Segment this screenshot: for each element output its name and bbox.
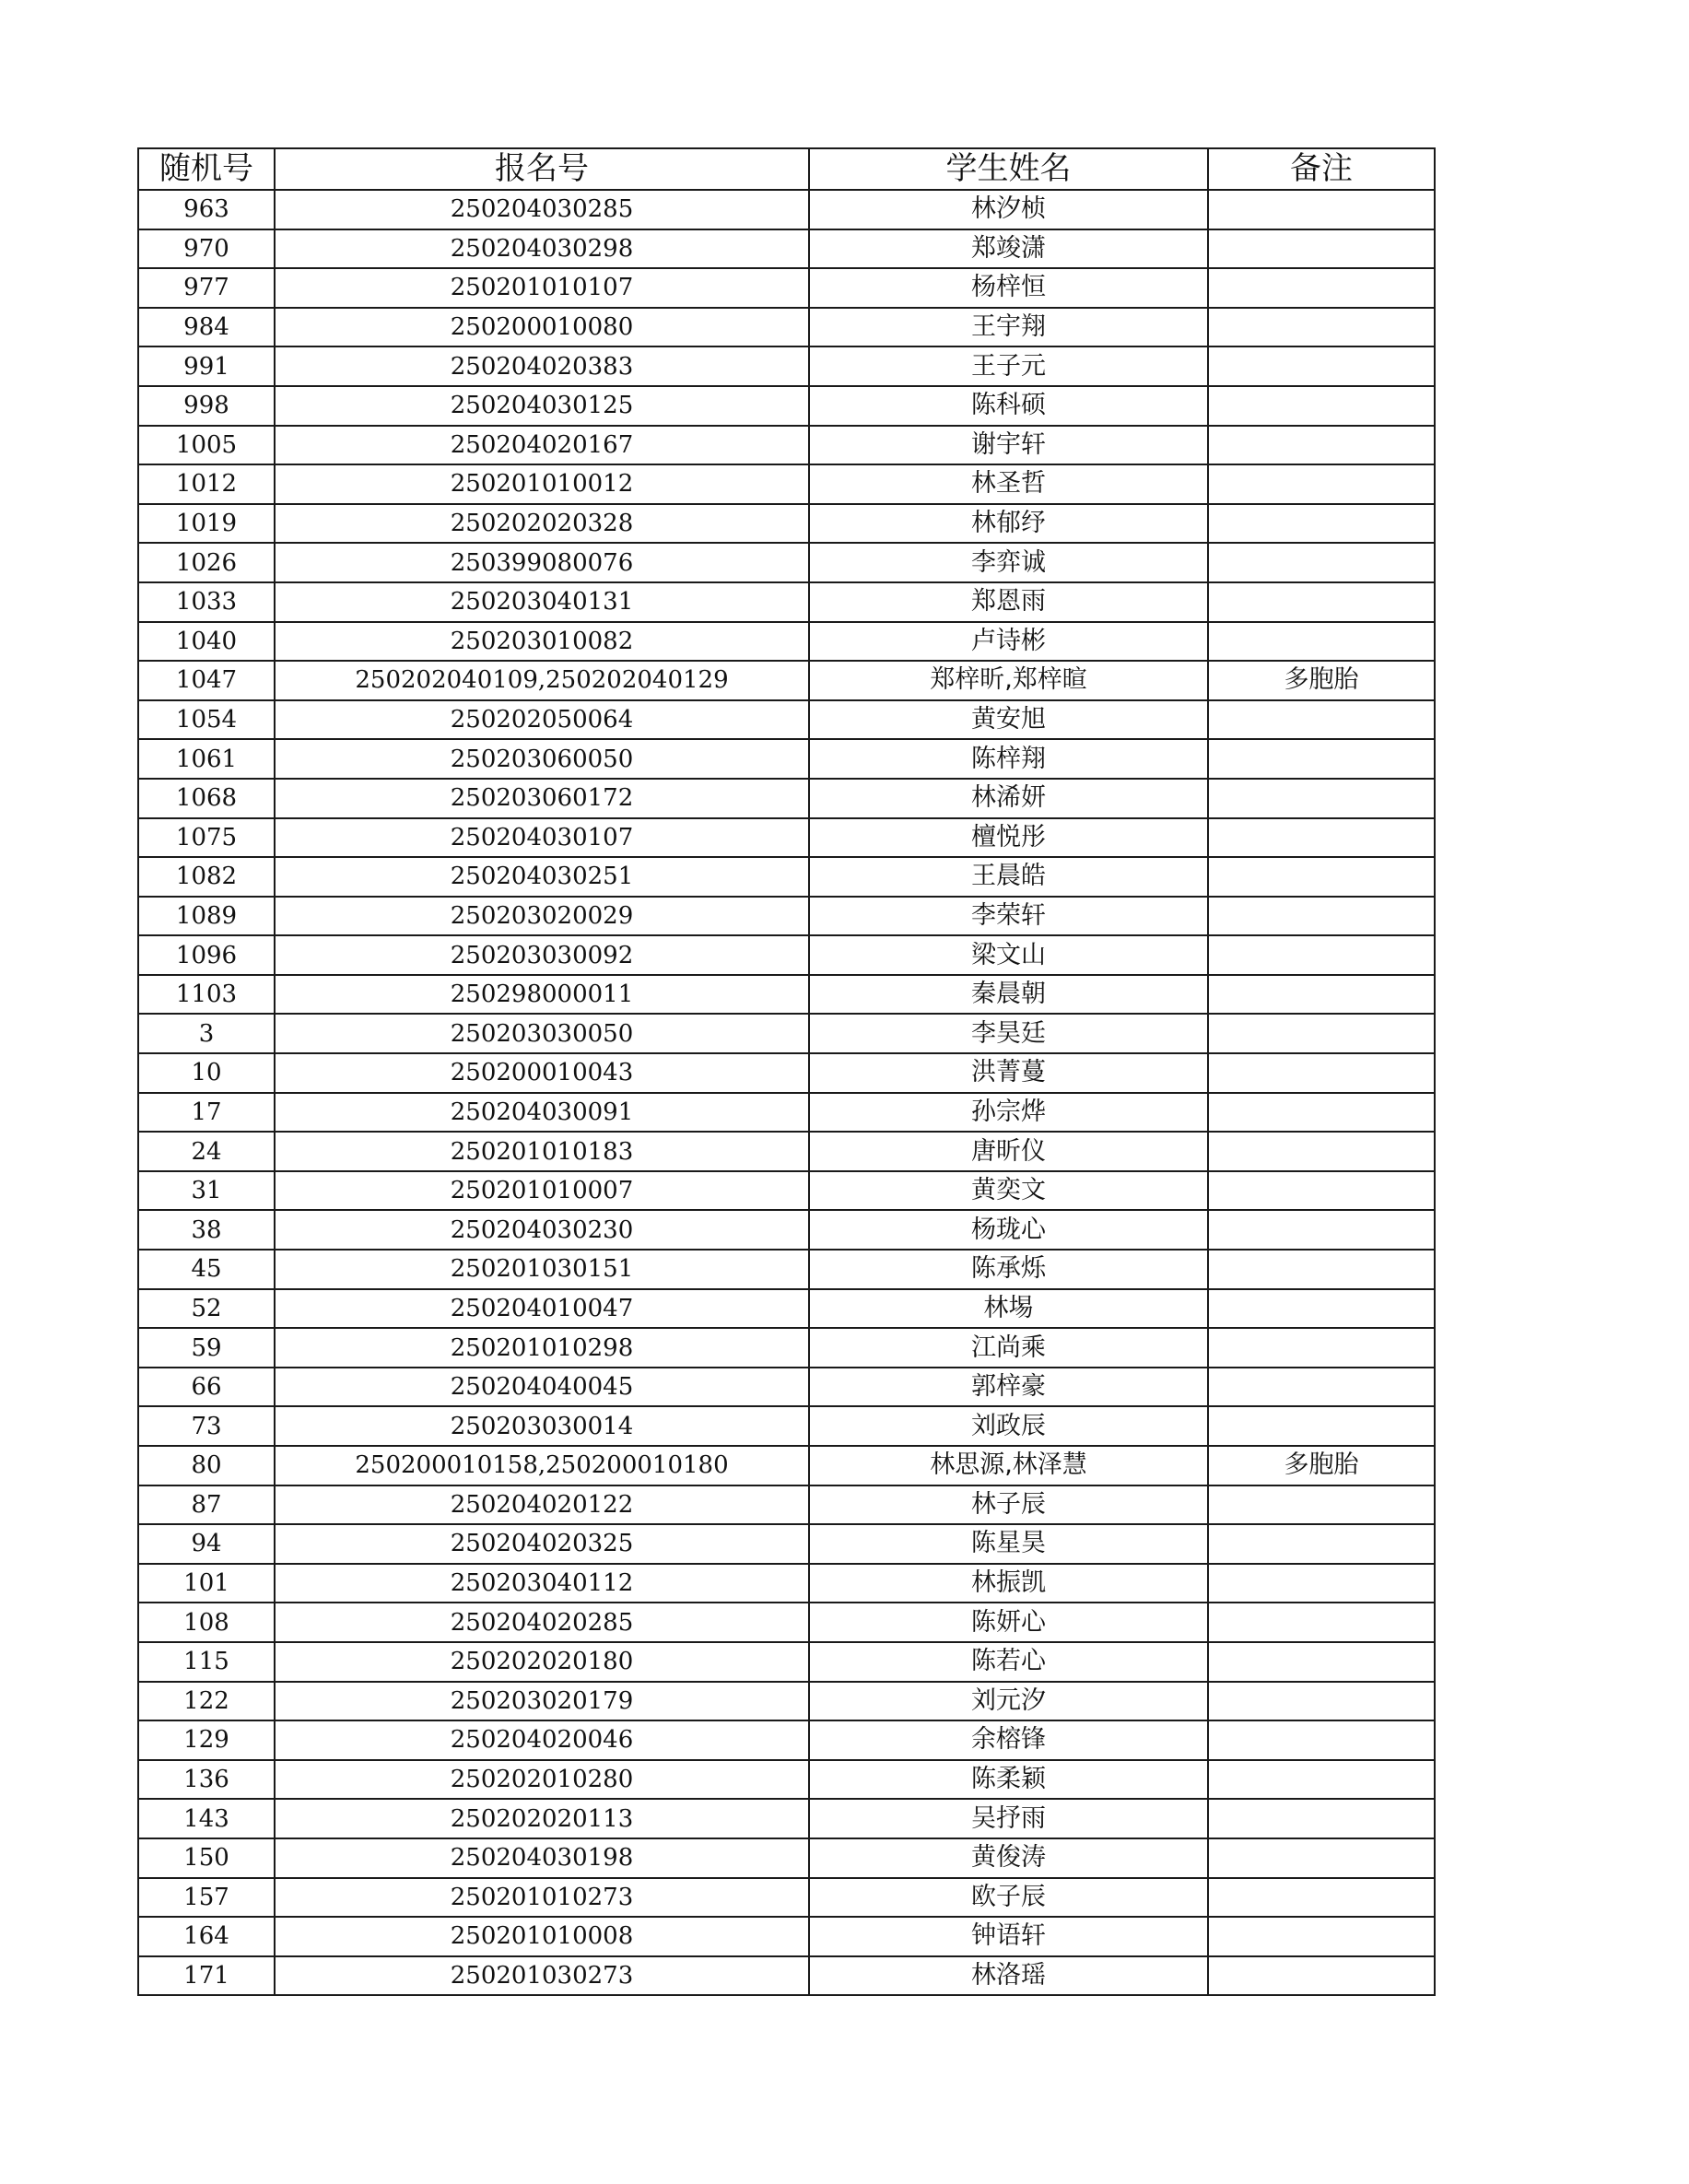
remark-cell bbox=[1208, 1093, 1435, 1133]
random-number-cell: 129 bbox=[138, 1720, 275, 1760]
random-number-cell: 143 bbox=[138, 1799, 275, 1838]
random-number-cell: 1082 bbox=[138, 857, 275, 897]
remark-cell bbox=[1208, 1720, 1435, 1760]
table-row bbox=[138, 346, 1435, 386]
table-row bbox=[138, 1053, 1435, 1093]
remark-cell bbox=[1208, 464, 1435, 504]
student-name-cell: 秦晨朝 bbox=[809, 975, 1208, 1015]
table-row bbox=[138, 1485, 1435, 1525]
student-name-cell: 林圣哲 bbox=[809, 464, 1208, 504]
remark-cell bbox=[1208, 308, 1435, 347]
remark-cell bbox=[1208, 386, 1435, 426]
registration-number-cell: 250201030151 bbox=[275, 1250, 809, 1289]
registration-number-cell: 250203020029 bbox=[275, 897, 809, 936]
registration-number-cell: 250201010012 bbox=[275, 464, 809, 504]
remark-cell bbox=[1208, 1485, 1435, 1525]
registration-number-cell: 250203060172 bbox=[275, 779, 809, 818]
table-row bbox=[138, 1210, 1435, 1250]
table-row bbox=[138, 975, 1435, 1015]
table-row bbox=[138, 1250, 1435, 1289]
remark-cell bbox=[1208, 857, 1435, 897]
random-number-cell: 171 bbox=[138, 1956, 275, 1996]
table-row bbox=[138, 1014, 1435, 1053]
table-row bbox=[138, 661, 1435, 700]
table-row bbox=[138, 1328, 1435, 1368]
registration-number-cell: 250203040131 bbox=[275, 582, 809, 622]
registration-number-cell: 250201010007 bbox=[275, 1171, 809, 1211]
table-row bbox=[138, 1171, 1435, 1211]
registration-number-cell: 250204020383 bbox=[275, 346, 809, 386]
registration-number-cell: 250204020285 bbox=[275, 1603, 809, 1642]
remark-cell bbox=[1208, 700, 1435, 740]
remark-cell bbox=[1208, 897, 1435, 936]
random-number-cell: 1005 bbox=[138, 426, 275, 465]
table-row bbox=[138, 897, 1435, 936]
table-row bbox=[138, 1878, 1435, 1918]
registration-number-cell: 250201010273 bbox=[275, 1878, 809, 1918]
table-row bbox=[138, 268, 1435, 308]
registration-number-cell: 250202010280 bbox=[275, 1760, 809, 1800]
student-name-cell: 欧子辰 bbox=[809, 1878, 1208, 1918]
remark-cell bbox=[1208, 190, 1435, 229]
student-name-cell: 洪菁蔓 bbox=[809, 1053, 1208, 1093]
student-name-cell: 檀悦彤 bbox=[809, 818, 1208, 858]
random-number-cell: 1068 bbox=[138, 779, 275, 818]
registration-number-cell: 250298000011 bbox=[275, 975, 809, 1015]
table-body bbox=[138, 190, 1435, 1995]
random-number-cell: 1040 bbox=[138, 622, 275, 662]
student-name-cell: 林汐桢 bbox=[809, 190, 1208, 229]
random-number-cell: 991 bbox=[138, 346, 275, 386]
header-registration-number: 报名号 bbox=[275, 148, 809, 190]
remark-cell bbox=[1208, 1564, 1435, 1603]
student-name-cell: 刘元汐 bbox=[809, 1682, 1208, 1721]
registration-number-cell: 250201010183 bbox=[275, 1132, 809, 1171]
random-number-cell: 1061 bbox=[138, 739, 275, 779]
table-row bbox=[138, 1682, 1435, 1721]
registration-number-cell: 250202020113 bbox=[275, 1799, 809, 1838]
student-name-cell: 卢诗彬 bbox=[809, 622, 1208, 662]
registration-number-cell: 250202020328 bbox=[275, 504, 809, 544]
random-number-cell: 17 bbox=[138, 1093, 275, 1133]
random-number-cell: 1089 bbox=[138, 897, 275, 936]
random-number-cell: 998 bbox=[138, 386, 275, 426]
remark-cell bbox=[1208, 268, 1435, 308]
registration-number-cell: 250204030198 bbox=[275, 1838, 809, 1878]
remark-cell bbox=[1208, 1250, 1435, 1289]
table-row bbox=[138, 1838, 1435, 1878]
random-number-cell: 150 bbox=[138, 1838, 275, 1878]
remark-cell bbox=[1208, 543, 1435, 582]
random-number-cell: 1019 bbox=[138, 504, 275, 544]
table-row bbox=[138, 1446, 1435, 1485]
remark-cell bbox=[1208, 1760, 1435, 1800]
remark-cell bbox=[1208, 1917, 1435, 1956]
remark-cell bbox=[1208, 346, 1435, 386]
random-number-cell: 24 bbox=[138, 1132, 275, 1171]
student-name-cell: 刘政辰 bbox=[809, 1406, 1208, 1446]
lottery-result-table bbox=[137, 147, 1436, 1996]
registration-number-cell: 250204030107 bbox=[275, 818, 809, 858]
student-name-cell: 李荣轩 bbox=[809, 897, 1208, 936]
table-row bbox=[138, 1799, 1435, 1838]
random-number-cell: 31 bbox=[138, 1171, 275, 1211]
random-number-cell: 984 bbox=[138, 308, 275, 347]
random-number-cell: 94 bbox=[138, 1524, 275, 1564]
registration-number-cell: 250203060050 bbox=[275, 739, 809, 779]
registration-number-cell: 250203040112 bbox=[275, 1564, 809, 1603]
registration-number-cell: 250200010158,250200010180 bbox=[275, 1446, 809, 1485]
student-name-cell: 黄奕文 bbox=[809, 1171, 1208, 1211]
header-remark: 备注 bbox=[1208, 148, 1435, 190]
table-row bbox=[138, 1368, 1435, 1407]
random-number-cell: 101 bbox=[138, 1564, 275, 1603]
student-name-cell: 王晨皓 bbox=[809, 857, 1208, 897]
remark-cell bbox=[1208, 1210, 1435, 1250]
table-row bbox=[138, 818, 1435, 858]
table-row bbox=[138, 229, 1435, 269]
student-name-cell: 唐昕仪 bbox=[809, 1132, 1208, 1171]
remark-cell bbox=[1208, 1956, 1435, 1996]
registration-number-cell: 250204020046 bbox=[275, 1720, 809, 1760]
table-row bbox=[138, 1720, 1435, 1760]
table-row bbox=[138, 504, 1435, 544]
registration-number-cell: 250204010047 bbox=[275, 1289, 809, 1329]
random-number-cell: 52 bbox=[138, 1289, 275, 1329]
header-row bbox=[138, 148, 1435, 190]
random-number-cell: 73 bbox=[138, 1406, 275, 1446]
remark-cell bbox=[1208, 779, 1435, 818]
table-row bbox=[138, 857, 1435, 897]
registration-number-cell: 250204040045 bbox=[275, 1368, 809, 1407]
table-row bbox=[138, 779, 1435, 818]
remark-cell bbox=[1208, 1406, 1435, 1446]
registration-number-cell: 250201010008 bbox=[275, 1917, 809, 1956]
remark-cell bbox=[1208, 1014, 1435, 1053]
student-name-cell: 陈承烁 bbox=[809, 1250, 1208, 1289]
random-number-cell: 1075 bbox=[138, 818, 275, 858]
remark-cell bbox=[1208, 229, 1435, 269]
student-name-cell: 李弈诚 bbox=[809, 543, 1208, 582]
registration-number-cell: 250204030251 bbox=[275, 857, 809, 897]
student-name-cell: 陈若心 bbox=[809, 1642, 1208, 1682]
table-row bbox=[138, 1917, 1435, 1956]
student-name-cell: 王子元 bbox=[809, 346, 1208, 386]
registration-number-cell: 250201010298 bbox=[275, 1328, 809, 1368]
table-row bbox=[138, 426, 1435, 465]
student-name-cell: 林思源,林泽慧 bbox=[809, 1446, 1208, 1485]
table-row bbox=[138, 1289, 1435, 1329]
remark-cell bbox=[1208, 582, 1435, 622]
random-number-cell: 80 bbox=[138, 1446, 275, 1485]
random-number-cell: 66 bbox=[138, 1368, 275, 1407]
random-number-cell: 122 bbox=[138, 1682, 275, 1721]
registration-number-cell: 250204020325 bbox=[275, 1524, 809, 1564]
table-row bbox=[138, 1564, 1435, 1603]
student-name-cell: 陈柔颖 bbox=[809, 1760, 1208, 1800]
table-row bbox=[138, 622, 1435, 662]
table-row bbox=[138, 739, 1435, 779]
table-row bbox=[138, 1760, 1435, 1800]
random-number-cell: 1054 bbox=[138, 700, 275, 740]
student-name-cell: 钟语轩 bbox=[809, 1917, 1208, 1956]
remark-cell bbox=[1208, 1171, 1435, 1211]
random-number-cell: 1096 bbox=[138, 935, 275, 975]
student-name-cell: 郑梓昕,郑梓暄 bbox=[809, 661, 1208, 700]
student-name-cell: 林振凯 bbox=[809, 1564, 1208, 1603]
random-number-cell: 1026 bbox=[138, 543, 275, 582]
remark-cell bbox=[1208, 1799, 1435, 1838]
registration-number-cell: 250201030273 bbox=[275, 1956, 809, 1996]
random-number-cell: 3 bbox=[138, 1014, 275, 1053]
remark-cell bbox=[1208, 1132, 1435, 1171]
random-number-cell: 59 bbox=[138, 1328, 275, 1368]
student-name-cell: 吴抒雨 bbox=[809, 1799, 1208, 1838]
random-number-cell: 108 bbox=[138, 1603, 275, 1642]
remark-cell bbox=[1208, 426, 1435, 465]
remark-cell bbox=[1208, 1328, 1435, 1368]
registration-number-cell: 250204030285 bbox=[275, 190, 809, 229]
student-name-cell: 谢宇轩 bbox=[809, 426, 1208, 465]
remark-cell bbox=[1208, 935, 1435, 975]
header-student-name: 学生姓名 bbox=[809, 148, 1208, 190]
table-row bbox=[138, 582, 1435, 622]
remark-cell bbox=[1208, 1368, 1435, 1407]
student-name-cell: 李昊廷 bbox=[809, 1014, 1208, 1053]
table-row bbox=[138, 308, 1435, 347]
student-name-cell: 郭梓豪 bbox=[809, 1368, 1208, 1407]
registration-number-cell: 250204030091 bbox=[275, 1093, 809, 1133]
student-name-cell: 陈科硕 bbox=[809, 386, 1208, 426]
student-name-cell: 陈妍心 bbox=[809, 1603, 1208, 1642]
random-number-cell: 136 bbox=[138, 1760, 275, 1800]
remark-cell bbox=[1208, 1682, 1435, 1721]
registration-number-cell: 250203030050 bbox=[275, 1014, 809, 1053]
remark-cell bbox=[1208, 1289, 1435, 1329]
student-name-cell: 王宇翔 bbox=[809, 308, 1208, 347]
student-name-cell: 陈梓翔 bbox=[809, 739, 1208, 779]
registration-number-cell: 250200010080 bbox=[275, 308, 809, 347]
student-name-cell: 杨珑心 bbox=[809, 1210, 1208, 1250]
registration-number-cell: 250204030230 bbox=[275, 1210, 809, 1250]
random-number-cell: 977 bbox=[138, 268, 275, 308]
registration-number-cell: 250201010107 bbox=[275, 268, 809, 308]
table-row bbox=[138, 1642, 1435, 1682]
registration-number-cell: 250203030092 bbox=[275, 935, 809, 975]
random-number-cell: 10 bbox=[138, 1053, 275, 1093]
student-name-cell: 陈星昊 bbox=[809, 1524, 1208, 1564]
random-number-cell: 45 bbox=[138, 1250, 275, 1289]
student-name-cell: 郑恩雨 bbox=[809, 582, 1208, 622]
random-number-cell: 970 bbox=[138, 229, 275, 269]
registration-number-cell: 250202050064 bbox=[275, 700, 809, 740]
remark-cell bbox=[1208, 975, 1435, 1015]
registration-number-cell: 250203020179 bbox=[275, 1682, 809, 1721]
header-random-number: 随机号 bbox=[138, 148, 275, 190]
remark-cell: 多胞胎 bbox=[1208, 661, 1435, 700]
random-number-cell: 115 bbox=[138, 1642, 275, 1682]
student-name-cell: 林埸 bbox=[809, 1289, 1208, 1329]
table-row bbox=[138, 1524, 1435, 1564]
remark-cell bbox=[1208, 1603, 1435, 1642]
table-row bbox=[138, 1093, 1435, 1133]
remark-cell bbox=[1208, 1878, 1435, 1918]
table-row bbox=[138, 700, 1435, 740]
registration-number-cell: 250204030298 bbox=[275, 229, 809, 269]
student-name-cell: 林子辰 bbox=[809, 1485, 1208, 1525]
registration-number-cell: 250202020180 bbox=[275, 1642, 809, 1682]
table-row bbox=[138, 1406, 1435, 1446]
table-row bbox=[138, 1603, 1435, 1642]
random-number-cell: 87 bbox=[138, 1485, 275, 1525]
registration-number-cell: 250204020167 bbox=[275, 426, 809, 465]
table-row bbox=[138, 190, 1435, 229]
table-row bbox=[138, 935, 1435, 975]
remark-cell: 多胞胎 bbox=[1208, 1446, 1435, 1485]
random-number-cell: 1012 bbox=[138, 464, 275, 504]
student-name-cell: 黄俊涛 bbox=[809, 1838, 1208, 1878]
remark-cell bbox=[1208, 622, 1435, 662]
student-name-cell: 林浠妍 bbox=[809, 779, 1208, 818]
student-name-cell: 孙宗烨 bbox=[809, 1093, 1208, 1133]
registration-number-cell: 250203030014 bbox=[275, 1406, 809, 1446]
random-number-cell: 1033 bbox=[138, 582, 275, 622]
registration-number-cell: 250204020122 bbox=[275, 1485, 809, 1525]
random-number-cell: 963 bbox=[138, 190, 275, 229]
remark-cell bbox=[1208, 739, 1435, 779]
student-name-cell: 梁文山 bbox=[809, 935, 1208, 975]
remark-cell bbox=[1208, 1642, 1435, 1682]
remark-cell bbox=[1208, 504, 1435, 544]
registration-number-cell: 250202040109,250202040129 bbox=[275, 661, 809, 700]
registration-number-cell: 250203010082 bbox=[275, 622, 809, 662]
student-name-cell: 杨梓恒 bbox=[809, 268, 1208, 308]
random-number-cell: 164 bbox=[138, 1917, 275, 1956]
remark-cell bbox=[1208, 1524, 1435, 1564]
table-row bbox=[138, 1956, 1435, 1996]
student-name-cell: 林洛瑶 bbox=[809, 1956, 1208, 1996]
registration-number-cell: 250204030125 bbox=[275, 386, 809, 426]
remark-cell bbox=[1208, 1053, 1435, 1093]
table-row bbox=[138, 1132, 1435, 1171]
student-name-cell: 郑竣潇 bbox=[809, 229, 1208, 269]
remark-cell bbox=[1208, 1838, 1435, 1878]
student-name-cell: 江尚乘 bbox=[809, 1328, 1208, 1368]
student-name-cell: 林郁纾 bbox=[809, 504, 1208, 544]
random-number-cell: 1103 bbox=[138, 975, 275, 1015]
table-row bbox=[138, 543, 1435, 582]
student-name-cell: 余榕锋 bbox=[809, 1720, 1208, 1760]
random-number-cell: 157 bbox=[138, 1878, 275, 1918]
table-row bbox=[138, 464, 1435, 504]
registration-number-cell: 250399080076 bbox=[275, 543, 809, 582]
random-number-cell: 38 bbox=[138, 1210, 275, 1250]
registration-number-cell: 250200010043 bbox=[275, 1053, 809, 1093]
student-name-cell: 黄安旭 bbox=[809, 700, 1208, 740]
table-row bbox=[138, 386, 1435, 426]
remark-cell bbox=[1208, 818, 1435, 858]
random-number-cell: 1047 bbox=[138, 661, 275, 700]
